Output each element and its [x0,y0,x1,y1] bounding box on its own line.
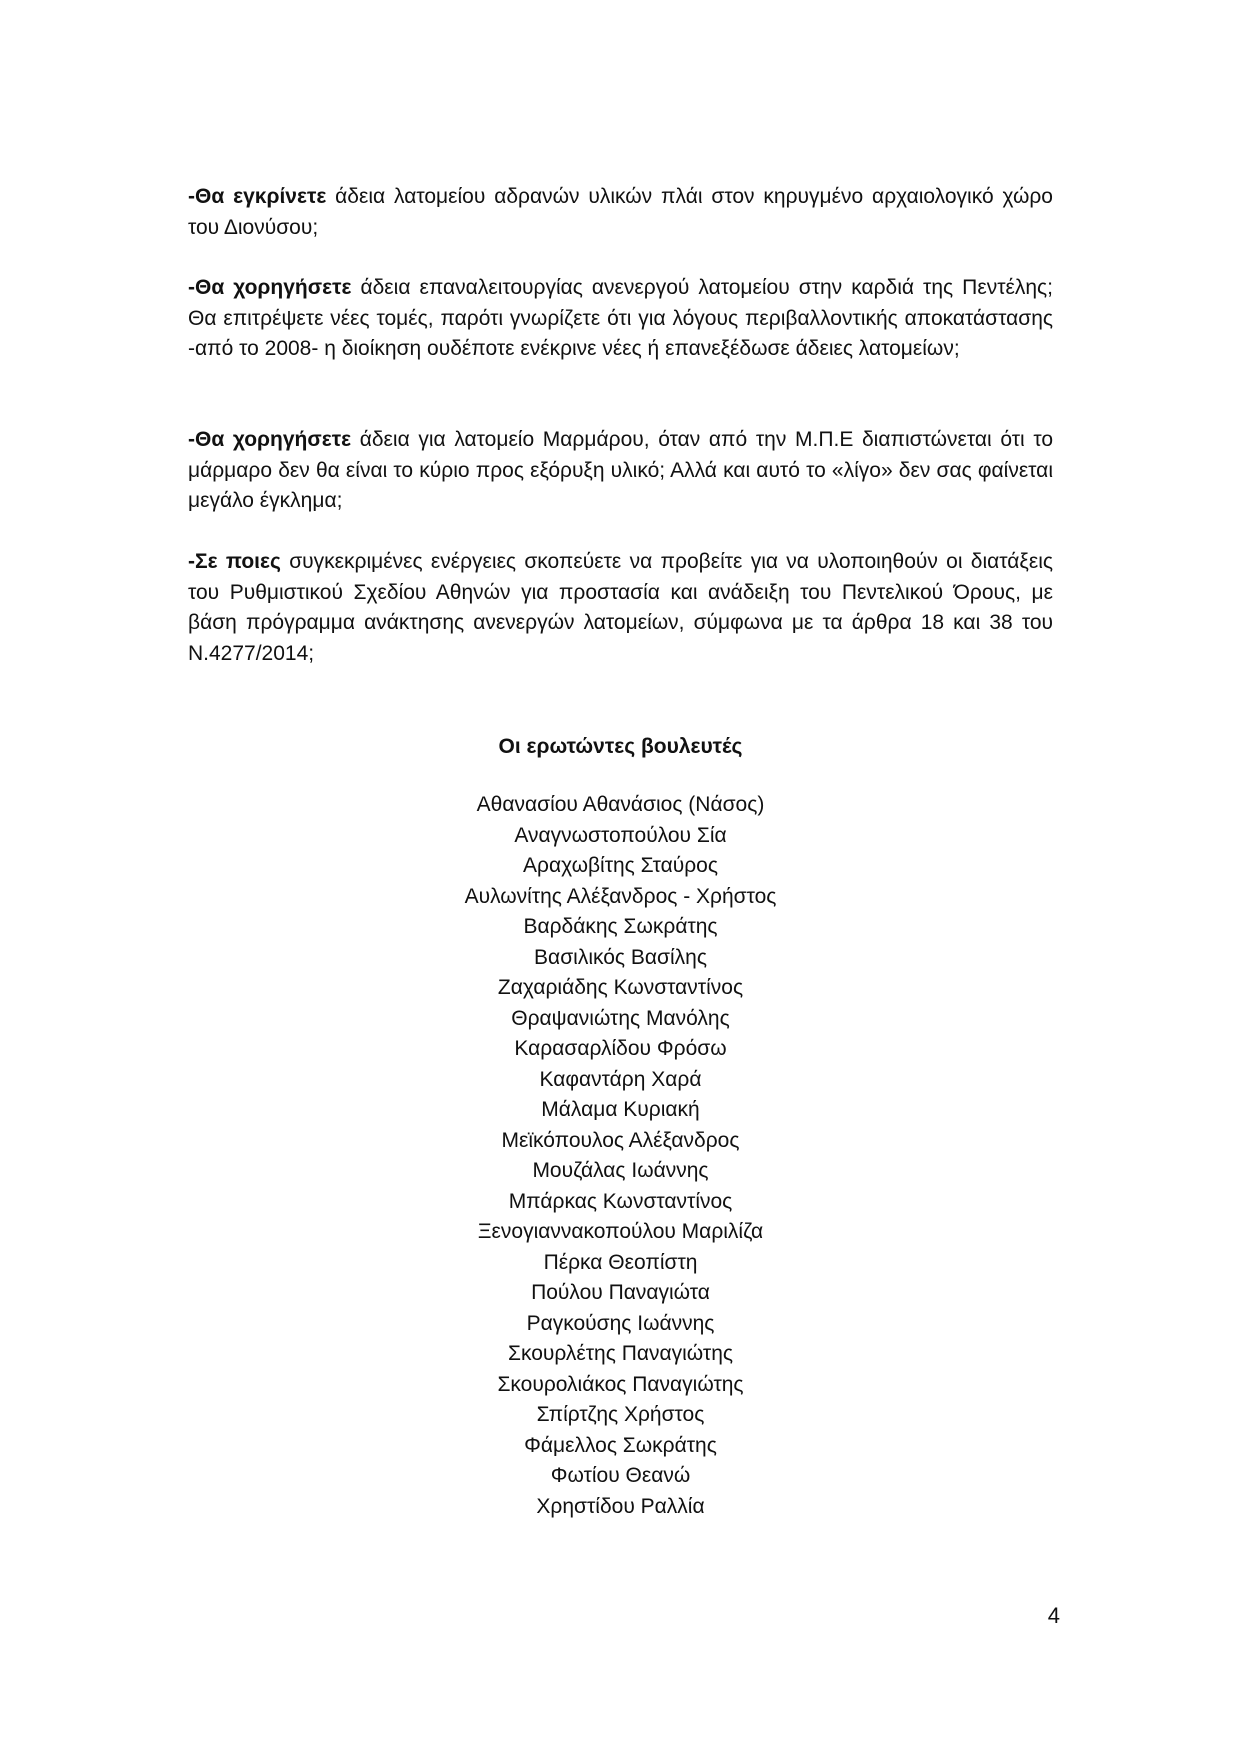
signatory-name: Καρασαρλίδου Φρόσω [514,1037,727,1060]
signatory-name: Αθανασίου Αθανάσιος (Νάσος) [476,793,765,816]
signatory-name: Σπίρτζης Χρήστος [536,1403,705,1426]
question-paragraph-4 [188,547,1053,669]
question-text: συγκεκριμένες ενέργειες σκοπεύετε να προβείτε για να υλοποιηθούν οι διατάξεις του Ρυθμιστικού Σχεδίου Αθηνών για προστασία και ανάδειξη του Πεντελικού Όρους, με βάση πρόγραμμα ανάκτησης ανενεργών λατομείων, σύμφωνα με τα άρθρα 18 και 38 του Ν.4277/2014; [188,550,1053,665]
signatories-section [188,732,1053,1522]
signatory-name: Καφαντάρη Χαρά [539,1067,702,1091]
page-number: 4 [1047,1603,1060,1628]
signatory-name: Αναγνωστοπούλου Σία [514,823,727,847]
signatory-name: Αραχωβίτης Σταύρος [523,854,718,877]
signatory-name: Μουζάλας Ιωάννης [532,1159,709,1182]
signatories-heading: Οι ερωτώντες βουλευτές [498,735,743,758]
question-lead: -Θα χορηγήσετε [188,428,352,451]
signatory-name: Πέρκα Θεοπίστη [543,1250,698,1274]
question-lead: -Σε ποιες [188,550,281,573]
question-lead: -Θα χορηγήσετε [188,276,352,299]
signatories-list [188,790,1053,1522]
signatory-name: Βαρδάκης Σωκράτης [523,915,718,938]
signatory-name: Βασιλικός Βασίλης [534,945,707,969]
signatory-name: Μάλαμα Κυριακή [541,1098,700,1121]
question-lead: -Θα εγκρίνετε [188,185,327,208]
question-paragraph-2 [188,273,1053,365]
signatory-name: Ζαχαριάδης Κωνσταντίνος [497,976,744,999]
signatory-name: Ραγκούσης Ιωάννης [526,1311,715,1335]
signatory-name: Χρηστίδου Ραλλία [536,1494,705,1518]
signatory-name: Πούλου Παναγιώτα [531,1281,710,1304]
signatory-name: Σκουρλέτης Παναγιώτης [507,1342,734,1365]
question-text: άδεια για λατομείο Μαρμάρου, όταν από την Μ.Π.Ε διαπιστώνεται ότι το μάρμαρο δεν θα είναι το κύριο προς εξόρυξη υλικό; Αλλά και αυτό το «λίγο» δεν σας φαίνεται μεγάλο έγκλημα; [188,428,1053,512]
signatory-name: Μεϊκόπουλος Αλέξανδρος [501,1128,740,1152]
question-paragraph-3 [188,425,1053,517]
signatory-name: Ξενογιαννακοπούλου Μαριλίζα [477,1220,764,1243]
signatory-name: Φωτίου Θεανώ [550,1464,691,1487]
question-text: άδεια λατομείου αδρανών υλικών πλάι στον κηρυγμένο αρχαιολογικό χώρο του Διονύσου; [188,185,1053,239]
question-text: άδεια επαναλειτουργίας ανενεργού λατομείου στην καρδιά της Πεντέλης; Θα επιτρέψετε νέες τομές, παρότι γνωρίζετε ότι για λόγους περιβαλλοντικής αποκατάστασης -από το 2008- η διοίκηση ουδέποτε ενέκρινε νέες ή επανεξέδωσε άδειες λατομείων; [188,276,1054,360]
signatory-name: Αυλωνίτης Αλέξανδρος - Χρήστος [464,884,777,908]
signatory-name: Θραψανιώτης Μανόλης [511,1006,730,1030]
question-paragraph-1 [188,182,1053,243]
signatory-name: Φάμελλος Σωκράτης [524,1433,717,1457]
signatory-name: Σκουρολιάκος Παναγιώτης [497,1372,744,1396]
signatory-name: Μπάρκας Κωνσταντίνος [508,1189,733,1213]
